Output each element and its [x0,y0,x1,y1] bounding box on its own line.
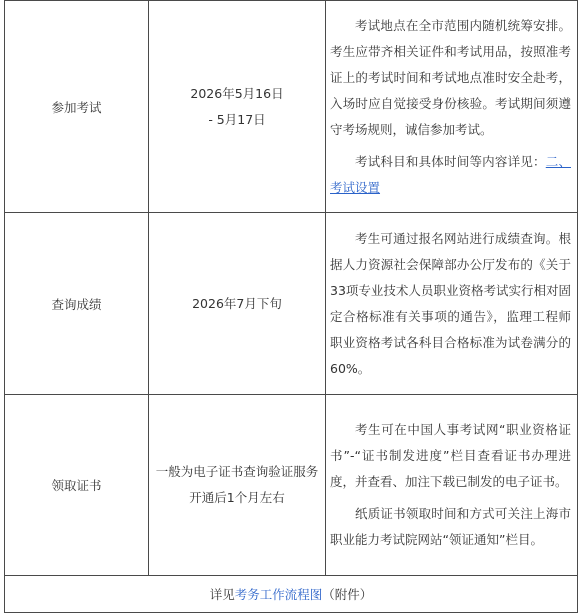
description-paragraph [326,149,577,201]
description-text: 考试科目和具体时间等内容详见： [355,153,546,169]
item-cell [5,1,149,213]
description-cell [326,213,578,395]
item-label: 领取证书 [51,478,102,493]
exam-schedule-table [4,0,578,613]
item-label: 查询成绩 [51,296,102,312]
time-line: 2026年7月下旬 [192,295,282,311]
table-footer-row [5,576,578,613]
description-paragraph: 考试地点在全市范围内随机统筹安排。考生应带齐相关证件和考试用品，按照准考证上的考试时间和考试地点准时安全赴考，入场时应自觉接受身份核验。考试期间须遵守考场规则，诚信参加考试。 [330,17,571,137]
description-paragraph: 纸质证书领取时间和方式可关注上海市职业能力考试院网站“领证通知”栏目。 [330,506,571,547]
item-label: 参加考试 [51,99,102,115]
time-cell [149,1,326,213]
table-row [5,1,578,213]
table-row [5,395,578,576]
description-cell [326,395,578,576]
time-line: 2026年5月16日 [190,85,284,101]
time-cell [149,213,326,395]
time-cell [149,395,326,576]
item-cell [5,213,149,395]
time-line: 一般为电子证书查询验证服务 [155,464,319,479]
footer-cell [5,576,578,613]
workflow-chart-link[interactable]: 考务工作流程图 [234,587,323,602]
description-paragraph: 考生可通过报名网站进行成绩查询。根据人力资源社会保障部办公厅发布的《关于33项专业技术人员职业资格考试实行相对固定合格标准有关事项的通告》，监理工程师职业资格考试各科目合格标准为试卷满分的60%。 [330,230,571,376]
table-row [5,213,578,395]
footer-suffix: （附件） [322,587,373,602]
item-cell [5,395,149,576]
description-cell [326,1,578,213]
footer-prefix: 详见 [209,587,235,602]
description-paragraph: 考生可在中国人事考试网“职业资格证书”-“证书制发进度”栏目查看证书办理进度，并查看、加注下载已制发的电子证书。 [330,422,571,489]
time-line: - 5月17日 [208,111,266,127]
exam-settings-link[interactable]: 二、考试设置 [330,153,571,195]
time-line: 开通后1个月左右 [189,490,285,505]
